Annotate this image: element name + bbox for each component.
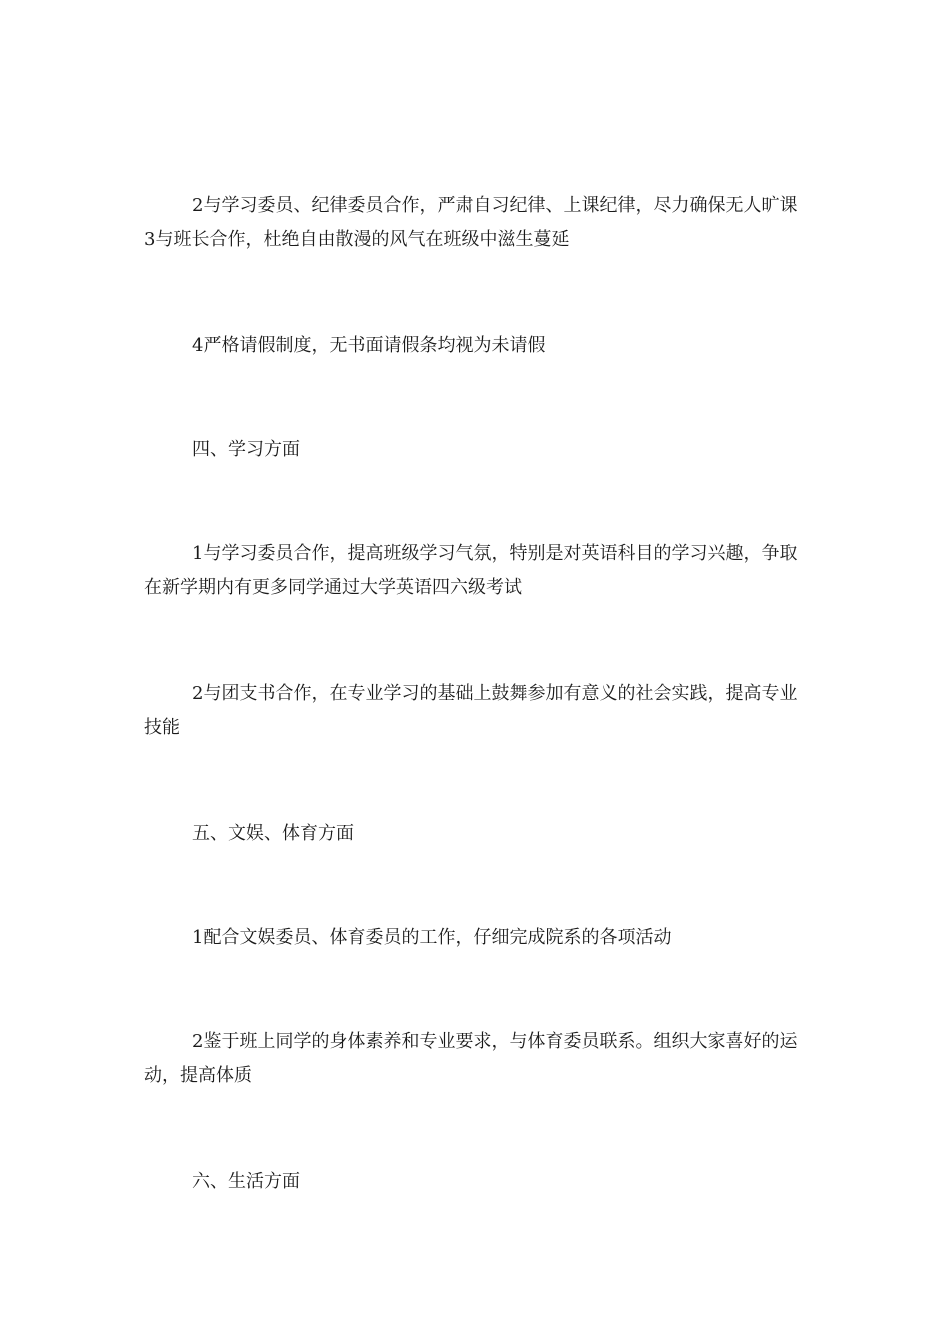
section-heading-life: 六、生活方面 [192, 1171, 300, 1192]
section-heading-recreation-sports: 五、文娱、体育方面 [192, 823, 354, 844]
paragraph-leave-policy: 4严格请假制度，无书面请假条均视为未请假 [192, 335, 546, 356]
paragraph-recreation-item-1: 1配合文娱委员、体育委员的工作，仔细完成院系的各项活动 [192, 927, 672, 948]
section-heading-study: 四、学习方面 [192, 439, 300, 460]
paragraph-study-item-2: 2与团支书合作，在专业学习的基础上鼓舞参加有意义的社会实践，提高专业技能 [144, 683, 798, 738]
paragraph-study-item-1: 1与学习委员合作，提高班级学习气氛，特别是对英语科目的学习兴趣，争取在新学期内有更多同学通过大学英语四六级考试 [144, 543, 798, 598]
paragraph-recreation-item-2: 2鉴于班上同学的身体素养和专业要求，与体育委员联系。组织大家喜好的运动，提高体质 [144, 1031, 798, 1086]
paragraph-discipline-items-2-3: 2与学习委员、纪律委员合作，严肃自习纪律、上课纪律，尽力确保无人旷课 3与班长合作，杜绝自由散漫的风气在班级中滋生蔓延 [144, 195, 798, 250]
